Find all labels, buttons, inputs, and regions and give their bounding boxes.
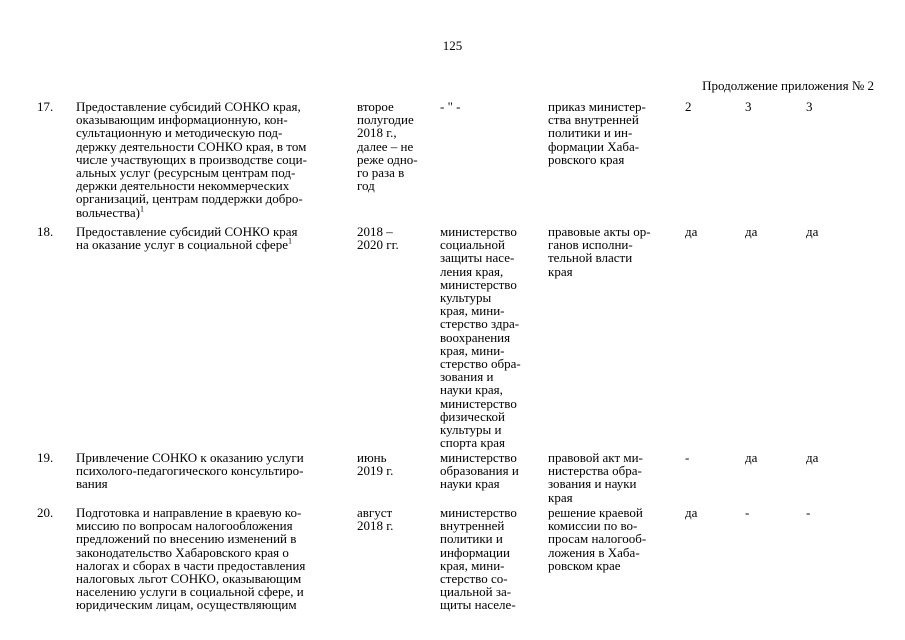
continuation-note: Продолжение приложения № 2 [702, 78, 874, 93]
value-year-2: - [745, 505, 750, 520]
value-year-1: да [685, 224, 698, 239]
text-line: науки края, [440, 382, 503, 398]
result-document [548, 451, 668, 504]
text-line: стерство обра- [440, 356, 521, 372]
text-line: 2018 г. [357, 518, 394, 534]
deadline [357, 451, 432, 477]
text-line: сультационную и методическую под- [76, 125, 283, 141]
text-line: стерство здра- [440, 316, 520, 332]
text-line: нистерства обра- [548, 463, 642, 479]
text-line: информации [440, 544, 510, 560]
text-line: второе [357, 99, 394, 114]
text-line: налоговых льгот СОНКО, оказывающим [76, 571, 302, 587]
row-number: 19. [37, 450, 54, 465]
value-year-3: да [806, 224, 819, 239]
text-line: законодательство Хабаровского края о [76, 544, 289, 560]
footnote-mark: 1 [139, 204, 144, 214]
value-year-1: да [685, 505, 698, 520]
value-year-1: 2 [685, 99, 692, 114]
text-line: края, мини- [440, 342, 505, 358]
text-line: июнь [357, 450, 387, 465]
text-line: воохранения [440, 329, 511, 345]
text-line: формации Хаба- [548, 138, 640, 154]
text-line: реже одно- [357, 151, 418, 167]
text-line: - " - [440, 99, 461, 114]
text-line: правовые акты ор- [548, 224, 651, 239]
text-line: Привлечение СОНКО к оказанию услуги [76, 450, 304, 465]
text-line: политики и [440, 531, 503, 547]
value-year-3: да [806, 450, 819, 465]
value-year-2: 3 [745, 99, 752, 114]
text-line: далее – не [357, 138, 414, 154]
text-line: на оказание услуг в социальной сфере$^1$ [76, 236, 292, 253]
deadline [357, 506, 432, 532]
text-line: министерство [440, 395, 517, 411]
text-line: щиты населе- [440, 597, 516, 613]
value-year-3: - [806, 505, 811, 520]
text-line: края [548, 489, 573, 505]
text-line: налогах и сборах в части предоставления [76, 557, 306, 573]
text-line: ганов исполни- [548, 237, 633, 253]
text-line: министерство [440, 276, 517, 292]
row-number: 18. [37, 224, 54, 239]
text-line: держку деятельности СОНКО края, в том [76, 138, 307, 154]
text-line: образования и [440, 463, 519, 479]
text-line: населению услуги в социальной сфере, и [76, 584, 304, 600]
text-line: министерство [440, 505, 517, 520]
result-document [548, 225, 668, 278]
text-line: приказ министер- [548, 99, 646, 114]
measure-name [76, 506, 348, 612]
text-line: края, мини- [440, 557, 505, 573]
text-line: оказывающим информационную, кон- [76, 112, 288, 128]
text-line: зования и [440, 369, 494, 385]
value-year-3: 3 [806, 99, 813, 114]
text-line: год [357, 178, 375, 194]
text-line: внутренней [440, 518, 505, 534]
text-line: числе участвующих в производстве соци- [76, 151, 307, 167]
footnote-mark: 1 [287, 236, 292, 246]
text-line: просам налогооб- [548, 531, 647, 547]
page-number: 125 [442, 38, 463, 53]
text-line: вольчества)$^1$ [76, 204, 144, 220]
text-line: юридическим лицам, осуществляющим [76, 597, 297, 613]
text-line: альных услуг (ресурсным центрам под- [76, 165, 296, 181]
responsible-executor [440, 225, 538, 449]
value-year-1: - [685, 450, 690, 465]
text-line: август [357, 505, 393, 520]
row-number: 17. [37, 99, 54, 114]
text-line: ложения в Хаба- [548, 544, 640, 560]
text-line: края [548, 263, 573, 279]
text-line: физической [440, 408, 505, 424]
responsible-executor [440, 451, 538, 491]
text-line: 2020 гг. [357, 237, 399, 253]
text-line: тельной власти [548, 250, 633, 266]
text-line: спорта края [440, 435, 505, 451]
result-document [548, 100, 668, 166]
text-line: зования и науки [548, 476, 637, 492]
text-line: ровского края [548, 151, 625, 167]
text-line: науки края [440, 476, 500, 492]
text-line: комиссии по во- [548, 518, 638, 534]
text-line: защиты насе- [440, 250, 515, 266]
measure-name [76, 225, 348, 251]
text-line: полугодие [357, 112, 414, 128]
text-line: организаций, центрам поддержки добро- [76, 191, 303, 207]
responsible-executor [440, 100, 538, 113]
text-line: культуры и [440, 422, 502, 438]
text-line: ства внутренней [548, 112, 639, 128]
value-year-2: да [745, 224, 758, 239]
text-line: 2019 г. [357, 463, 394, 479]
text-line: социальной [440, 237, 505, 253]
text-line: края, мини- [440, 303, 505, 319]
measure-name [76, 100, 348, 219]
responsible-executor [440, 506, 538, 612]
measure-name [76, 451, 348, 491]
text-line: ления края, [440, 263, 504, 279]
text-line: миссию по вопросам налогообложения [76, 518, 293, 534]
text-line: министерство [440, 450, 517, 465]
text-line: политики и ин- [548, 125, 633, 141]
text-line: стерство со- [440, 571, 508, 587]
deadline [357, 100, 432, 192]
text-line: циальной за- [440, 584, 512, 600]
value-year-2: да [745, 450, 758, 465]
text-line: министерство [440, 224, 517, 239]
text-line: культуры [440, 290, 492, 306]
text-line: правовой акт ми- [548, 450, 643, 465]
deadline [357, 225, 432, 251]
text-line: вания [76, 476, 108, 492]
text-line: решение краевой [548, 505, 643, 520]
text-line: го раза в [357, 165, 405, 181]
text-line: 2018 г., [357, 125, 397, 141]
result-document [548, 506, 668, 572]
text-line: Предоставление субсидий СОНКО края [76, 224, 298, 239]
text-line: Подготовка и направление в краевую ко- [76, 505, 302, 520]
text-line: предложений по внесению изменений в [76, 531, 297, 547]
text-line: ровском крае [548, 557, 621, 573]
text-line: 2018 – [357, 224, 393, 239]
row-number: 20. [37, 505, 54, 520]
text-line: Предоставление субсидий СОНКО края, [76, 99, 301, 114]
text-line: держки деятельности некоммерческих [76, 178, 290, 194]
text-line: психолого-педагогического консультиро- [76, 463, 304, 479]
